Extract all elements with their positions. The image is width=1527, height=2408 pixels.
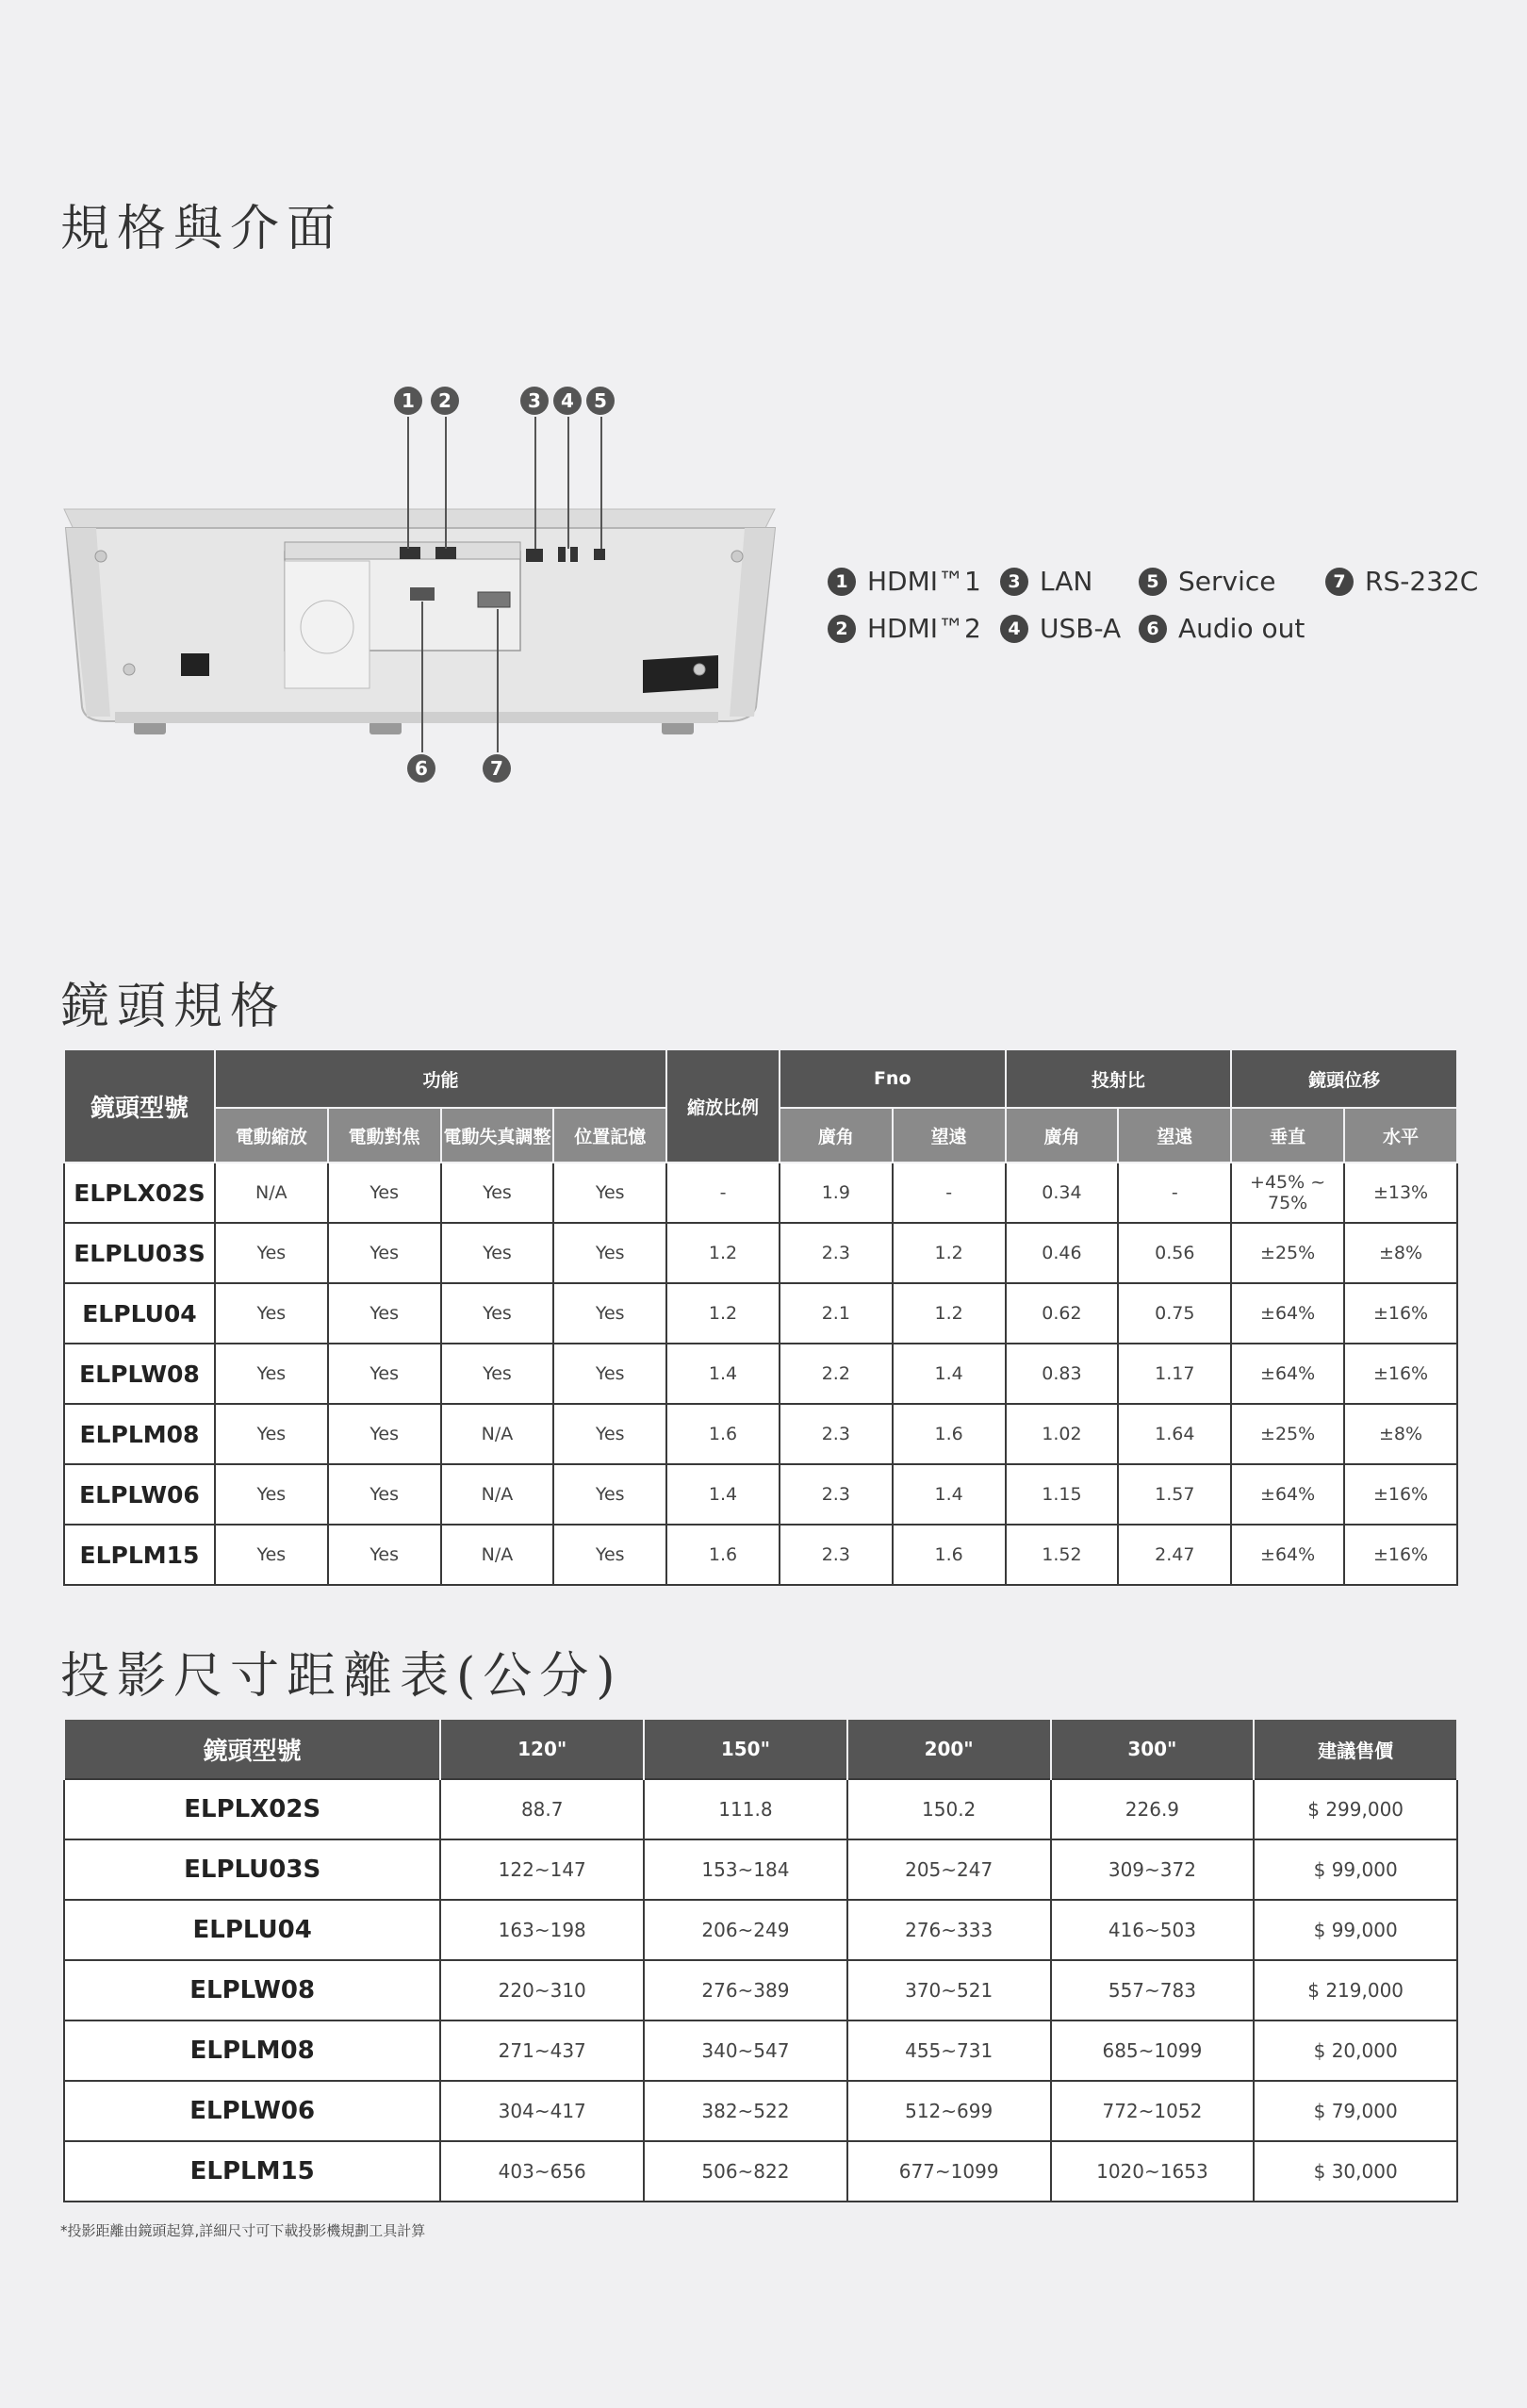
callout-1: 1 <box>394 387 422 415</box>
distance-table-body <box>64 1779 1457 2202</box>
header-fno-wide: 廣角 <box>780 1108 893 1163</box>
dist-cell: 340~547 <box>644 2020 847 2081</box>
dist-header-150: 150" <box>644 1720 847 1779</box>
table-row <box>64 1960 1457 2020</box>
lens-cell: 0.56 <box>1118 1223 1231 1283</box>
legend-label-lan: LAN <box>1040 566 1093 597</box>
callout-line-4 <box>567 417 569 549</box>
lens-cell: Yes <box>553 1464 666 1525</box>
dist-cell: 111.8 <box>644 1779 847 1839</box>
legend-num-3: 3 <box>1000 568 1028 596</box>
callout-line-2 <box>445 417 447 549</box>
lens-cell: ±16% <box>1344 1464 1457 1525</box>
lens-cell: ±8% <box>1344 1404 1457 1464</box>
dist-cell: 276~333 <box>847 1900 1051 1960</box>
dist-cell: 304~417 <box>440 2081 644 2141</box>
projector-rear-illustration <box>58 387 784 792</box>
header-shift-horizontal: 水平 <box>1344 1108 1457 1163</box>
footnote: *投影距離由鏡頭起算,詳細尺寸可下載投影機規劃工具計算 <box>60 2222 426 2239</box>
legend-num-7: 7 <box>1325 568 1354 596</box>
lens-cell: 2.3 <box>780 1525 893 1585</box>
header-throw-tele: 望遠 <box>1118 1108 1231 1163</box>
dist-cell: 382~522 <box>644 2081 847 2141</box>
header-function: 功能 <box>215 1049 666 1108</box>
lens-cell: ±64% <box>1231 1525 1344 1585</box>
lens-cell: 1.64 <box>1118 1404 1231 1464</box>
lens-cell: 2.2 <box>780 1344 893 1404</box>
dist-header-price: 建議售價 <box>1254 1720 1457 1779</box>
lens-cell: Yes <box>328 1223 441 1283</box>
callout-6: 6 <box>407 754 435 783</box>
table-row <box>64 1839 1457 1900</box>
table-row <box>64 1525 1457 1585</box>
lens-cell: N/A <box>441 1404 554 1464</box>
dist-cell: 1020~1653 <box>1051 2141 1255 2202</box>
dist-header-120: 120" <box>440 1720 644 1779</box>
dist-model-cell: ELPLU03S <box>64 1839 440 1900</box>
legend-num-6: 6 <box>1139 615 1167 643</box>
lens-cell: Yes <box>328 1464 441 1525</box>
lens-cell: 1.6 <box>893 1525 1006 1585</box>
lens-cell: ±16% <box>1344 1283 1457 1344</box>
callout-7: 7 <box>483 754 511 783</box>
lens-cell: 1.6 <box>666 1404 780 1464</box>
callout-line-7 <box>497 609 499 752</box>
dist-cell: 153~184 <box>644 1839 847 1900</box>
dist-cell: 271~437 <box>440 2020 644 2081</box>
lens-cell: ±64% <box>1231 1283 1344 1344</box>
dist-cell: 276~389 <box>644 1960 847 2020</box>
dist-cell: 677~1099 <box>847 2141 1051 2202</box>
lens-cell: Yes <box>553 1163 666 1223</box>
legend-item-rs232c <box>1325 566 1478 597</box>
callout-line-3 <box>534 417 536 549</box>
header-throw-ratio: 投射比 <box>1006 1049 1232 1108</box>
legend-num-4: 4 <box>1000 615 1028 643</box>
table-row <box>64 2141 1457 2202</box>
lens-cell: Yes <box>441 1283 554 1344</box>
dist-model-cell: ELPLX02S <box>64 1779 440 1839</box>
header-power-distortion: 電動失真調整 <box>441 1108 554 1163</box>
table-row <box>64 2081 1457 2141</box>
header-model: 鏡頭型號 <box>64 1049 215 1163</box>
table-row <box>64 1223 1457 1283</box>
lens-cell: N/A <box>441 1525 554 1585</box>
lens-model-cell: ELPLM15 <box>64 1525 215 1585</box>
table-row <box>64 1779 1457 1839</box>
dist-cell: $ 99,000 <box>1254 1839 1457 1900</box>
dist-header-200: 200" <box>847 1720 1051 1779</box>
lens-model-cell: ELPLU04 <box>64 1283 215 1344</box>
lens-cell: 0.75 <box>1118 1283 1231 1344</box>
lens-cell: +45% ~ 75% <box>1231 1163 1344 1223</box>
dist-cell: $ 30,000 <box>1254 2141 1457 2202</box>
lens-cell: 1.6 <box>666 1525 780 1585</box>
lens-cell: Yes <box>215 1404 328 1464</box>
lens-cell: Yes <box>328 1525 441 1585</box>
dist-cell: $ 99,000 <box>1254 1900 1457 1960</box>
lens-cell: - <box>666 1163 780 1223</box>
dist-cell: 370~521 <box>847 1960 1051 2020</box>
lens-model-cell: ELPLW08 <box>64 1344 215 1404</box>
dist-model-cell: ELPLW08 <box>64 1960 440 2020</box>
lens-cell: N/A <box>215 1163 328 1223</box>
legend-item-audio-out <box>1139 613 1305 644</box>
callout-line-6 <box>421 602 423 752</box>
lens-cell: 1.2 <box>893 1283 1006 1344</box>
dist-cell: $ 20,000 <box>1254 2020 1457 2081</box>
callout-5: 5 <box>586 387 615 415</box>
lens-model-cell: ELPLW06 <box>64 1464 215 1525</box>
lens-cell: Yes <box>328 1163 441 1223</box>
header-fno-tele: 望遠 <box>893 1108 1006 1163</box>
lens-cell: 1.2 <box>893 1223 1006 1283</box>
dist-cell: $ 79,000 <box>1254 2081 1457 2141</box>
legend-item-usb-a <box>1000 613 1121 644</box>
table-row <box>64 1163 1457 1223</box>
lens-cell: ±8% <box>1344 1223 1457 1283</box>
section-title-distance: 投影尺寸距離表(公分) <box>60 1648 623 1705</box>
dist-cell: 685~1099 <box>1051 2020 1255 2081</box>
lens-cell: 2.1 <box>780 1283 893 1344</box>
lens-cell: Yes <box>215 1344 328 1404</box>
lens-cell: 2.47 <box>1118 1525 1231 1585</box>
header-power-focus: 電動對焦 <box>328 1108 441 1163</box>
callout-line-5 <box>600 417 602 549</box>
header-throw-wide: 廣角 <box>1006 1108 1119 1163</box>
callout-4: 4 <box>553 387 582 415</box>
lens-cell: 0.83 <box>1006 1344 1119 1404</box>
lens-cell: Yes <box>553 1223 666 1283</box>
dist-cell: 416~503 <box>1051 1900 1255 1960</box>
lens-cell: ±16% <box>1344 1525 1457 1585</box>
legend-label-usb-a: USB-A <box>1040 613 1122 644</box>
lens-spec-table <box>63 1048 1458 1586</box>
header-position-memory: 位置記憶 <box>553 1108 666 1163</box>
table-row <box>64 1404 1457 1464</box>
lens-model-cell: ELPLU03S <box>64 1223 215 1283</box>
dist-header-300: 300" <box>1051 1720 1255 1779</box>
legend-num-5: 5 <box>1139 568 1167 596</box>
section-title-spec: 規格與介面 <box>60 201 344 257</box>
lens-cell: 0.34 <box>1006 1163 1119 1223</box>
lens-cell: 2.3 <box>780 1404 893 1464</box>
legend-num-1: 1 <box>828 568 856 596</box>
lens-cell: Yes <box>441 1223 554 1283</box>
legend-item-hdmi2 <box>828 613 981 644</box>
lens-cell: 1.2 <box>666 1283 780 1344</box>
lens-cell: 1.4 <box>893 1464 1006 1525</box>
dist-cell: 206~249 <box>644 1900 847 1960</box>
lens-cell: 1.17 <box>1118 1344 1231 1404</box>
lens-model-cell: ELPLM08 <box>64 1404 215 1464</box>
dist-model-cell: ELPLM08 <box>64 2020 440 2081</box>
dist-header-model: 鏡頭型號 <box>64 1720 440 1779</box>
lens-cell: 2.3 <box>780 1464 893 1525</box>
dist-cell: $ 299,000 <box>1254 1779 1457 1839</box>
lens-cell: 1.4 <box>666 1344 780 1404</box>
dist-cell: $ 219,000 <box>1254 1960 1457 2020</box>
dist-cell: 403~656 <box>440 2141 644 2202</box>
dist-cell: 150.2 <box>847 1779 1051 1839</box>
lens-cell: Yes <box>215 1525 328 1585</box>
table-row <box>64 1344 1457 1404</box>
dist-cell: 122~147 <box>440 1839 644 1900</box>
header-power-zoom: 電動縮放 <box>215 1108 328 1163</box>
dist-cell: 226.9 <box>1051 1779 1255 1839</box>
legend-label-service: Service <box>1178 566 1276 597</box>
lens-cell: Yes <box>553 1344 666 1404</box>
lens-cell: 1.52 <box>1006 1525 1119 1585</box>
lens-cell: Yes <box>553 1283 666 1344</box>
dist-cell: 557~783 <box>1051 1960 1255 2020</box>
lens-cell: - <box>893 1163 1006 1223</box>
legend-num-2: 2 <box>828 615 856 643</box>
lens-cell: 0.62 <box>1006 1283 1119 1344</box>
lens-cell: 1.4 <box>893 1344 1006 1404</box>
lens-cell: ±64% <box>1231 1464 1344 1525</box>
table-row <box>64 2020 1457 2081</box>
lens-cell: 0.46 <box>1006 1223 1119 1283</box>
lens-cell: 1.4 <box>666 1464 780 1525</box>
lens-cell: 1.57 <box>1118 1464 1231 1525</box>
lens-cell: 1.15 <box>1006 1464 1119 1525</box>
legend-label-rs232c: RS-232C <box>1365 566 1479 597</box>
table-row <box>64 1900 1457 1960</box>
legend-label-hdmi1: HDMI™1 <box>867 566 981 597</box>
header-lens-shift: 鏡頭位移 <box>1231 1049 1457 1108</box>
lens-cell: Yes <box>215 1223 328 1283</box>
lens-cell: 2.3 <box>780 1223 893 1283</box>
header-zoom-ratio: 縮放比例 <box>666 1049 780 1163</box>
lens-cell: ±64% <box>1231 1344 1344 1404</box>
callout-2: 2 <box>431 387 459 415</box>
lens-cell: 1.9 <box>780 1163 893 1223</box>
dist-cell: 88.7 <box>440 1779 644 1839</box>
dist-cell: 205~247 <box>847 1839 1051 1900</box>
callout-line-1 <box>407 417 409 549</box>
section-title-lens: 鏡頭規格 <box>60 979 287 1035</box>
dist-cell: 455~731 <box>847 2020 1051 2081</box>
dist-cell: 309~372 <box>1051 1839 1255 1900</box>
lens-cell: Yes <box>441 1163 554 1223</box>
lens-cell: Yes <box>215 1464 328 1525</box>
lens-cell: Yes <box>553 1404 666 1464</box>
lens-cell: 1.6 <box>893 1404 1006 1464</box>
dist-model-cell: ELPLM15 <box>64 2141 440 2202</box>
lens-cell: - <box>1118 1163 1231 1223</box>
table-row <box>64 1464 1457 1525</box>
lens-cell: ±25% <box>1231 1223 1344 1283</box>
legend-label-audio-out: Audio out <box>1178 613 1305 644</box>
projection-distance-table <box>63 1720 1458 2202</box>
lens-cell: N/A <box>441 1464 554 1525</box>
lens-cell: 1.2 <box>666 1223 780 1283</box>
lens-cell: Yes <box>328 1344 441 1404</box>
legend-item-lan <box>1000 566 1092 597</box>
lens-cell: 1.02 <box>1006 1404 1119 1464</box>
header-fno: Fno <box>780 1049 1006 1108</box>
header-shift-vertical: 垂直 <box>1231 1108 1344 1163</box>
dist-cell: 772~1052 <box>1051 2081 1255 2141</box>
dist-model-cell: ELPLW06 <box>64 2081 440 2141</box>
lens-cell: ±16% <box>1344 1344 1457 1404</box>
lens-model-cell: ELPLX02S <box>64 1163 215 1223</box>
callout-3: 3 <box>520 387 549 415</box>
legend-item-hdmi1 <box>828 566 981 597</box>
legend-label-hdmi2: HDMI™2 <box>867 613 981 644</box>
lens-cell: Yes <box>441 1344 554 1404</box>
table-row <box>64 1283 1457 1344</box>
lens-cell: ±25% <box>1231 1404 1344 1464</box>
dist-cell: 220~310 <box>440 1960 644 2020</box>
lens-cell: ±13% <box>1344 1163 1457 1223</box>
lens-cell: Yes <box>553 1525 666 1585</box>
lens-cell: Yes <box>215 1283 328 1344</box>
lens-table-body <box>64 1163 1457 1585</box>
lens-cell: Yes <box>328 1404 441 1464</box>
dist-cell: 512~699 <box>847 2081 1051 2141</box>
dist-cell: 163~198 <box>440 1900 644 1960</box>
dist-model-cell: ELPLU04 <box>64 1900 440 1960</box>
lens-cell: Yes <box>328 1283 441 1344</box>
dist-cell: 506~822 <box>644 2141 847 2202</box>
legend-item-service <box>1139 566 1275 597</box>
